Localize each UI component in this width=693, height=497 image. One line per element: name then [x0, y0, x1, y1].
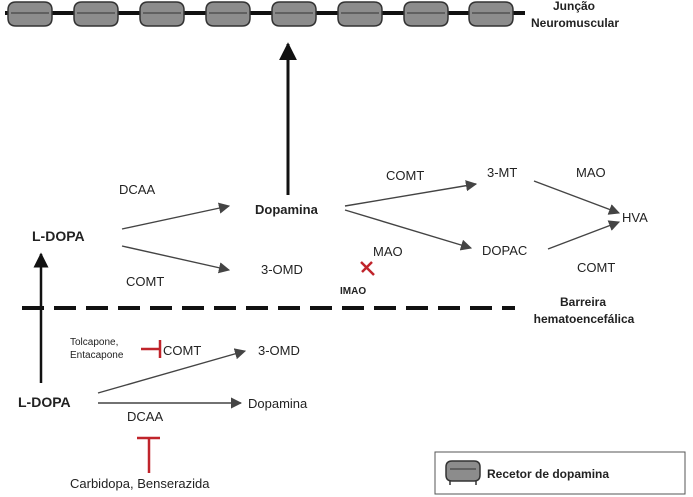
ldopa-to-dopamina-arrow	[122, 206, 229, 229]
receptor-icon	[206, 2, 250, 26]
dopamina-top-label: Dopamina	[255, 202, 318, 217]
legend-receptor-icon	[446, 461, 480, 485]
dopamina-to-3mt-arrow	[345, 184, 476, 206]
carbidopa-label: Carbidopa, Benserazida	[70, 476, 210, 491]
comt-top-mid-label: COMT	[386, 168, 425, 183]
mao-top-right-label: MAO	[576, 165, 606, 180]
dcaa-bottom-label: DCAA	[127, 409, 164, 424]
omd-bottom-label: 3-OMD	[258, 343, 300, 358]
comt-top-left-label: COMT	[126, 274, 165, 289]
tolcapone-label: Tolcapone,	[70, 337, 119, 348]
omd-top-label: 3-OMD	[261, 262, 303, 277]
comt-inhibition-icon	[141, 340, 160, 358]
receptor-icon	[74, 2, 118, 26]
barrier-label-line2: hematoencefálica	[533, 312, 635, 326]
mao-mid-label: MAO	[373, 244, 403, 259]
receptor-icon	[338, 2, 382, 26]
legend-label: Recetor de dopamina	[487, 467, 610, 481]
3mt-label: 3-MT	[487, 165, 518, 180]
dopac-to-hva-arrow	[548, 222, 619, 249]
dcaa-inhibition-icon	[137, 438, 160, 473]
receptor-icon	[469, 2, 513, 26]
receptor-icon	[140, 2, 184, 26]
entacapone-label: Entacapone	[70, 350, 124, 361]
comt-bottom-right-label: COMT	[577, 260, 616, 275]
dcaa-top-label: DCAA	[119, 182, 156, 197]
receptor-icon	[272, 2, 316, 26]
imao-inhibition-icon	[361, 262, 374, 275]
receptor-icon	[8, 2, 52, 26]
junction-label-line2: Neuromuscular	[530, 16, 620, 30]
ldopa-bottom-label: L-DOPA	[18, 394, 71, 410]
receptor-icon	[404, 2, 448, 26]
dopamina-bottom-label: Dopamina	[248, 396, 308, 411]
imao-label: IMAO	[340, 286, 367, 297]
3mt-to-hva-arrow	[534, 181, 619, 213]
comt-bottom-label: COMT	[163, 343, 202, 358]
ldopa-to-omd-arrow	[122, 246, 229, 270]
dopac-label: DOPAC	[482, 243, 528, 258]
junction-label-line1: Junção	[552, 0, 596, 13]
hva-label: HVA	[622, 210, 648, 225]
ldopa-top-label: L-DOPA	[32, 228, 85, 244]
dopamina-to-dopac-arrow	[345, 210, 471, 248]
barrier-label-line1: Barreira	[559, 295, 607, 309]
